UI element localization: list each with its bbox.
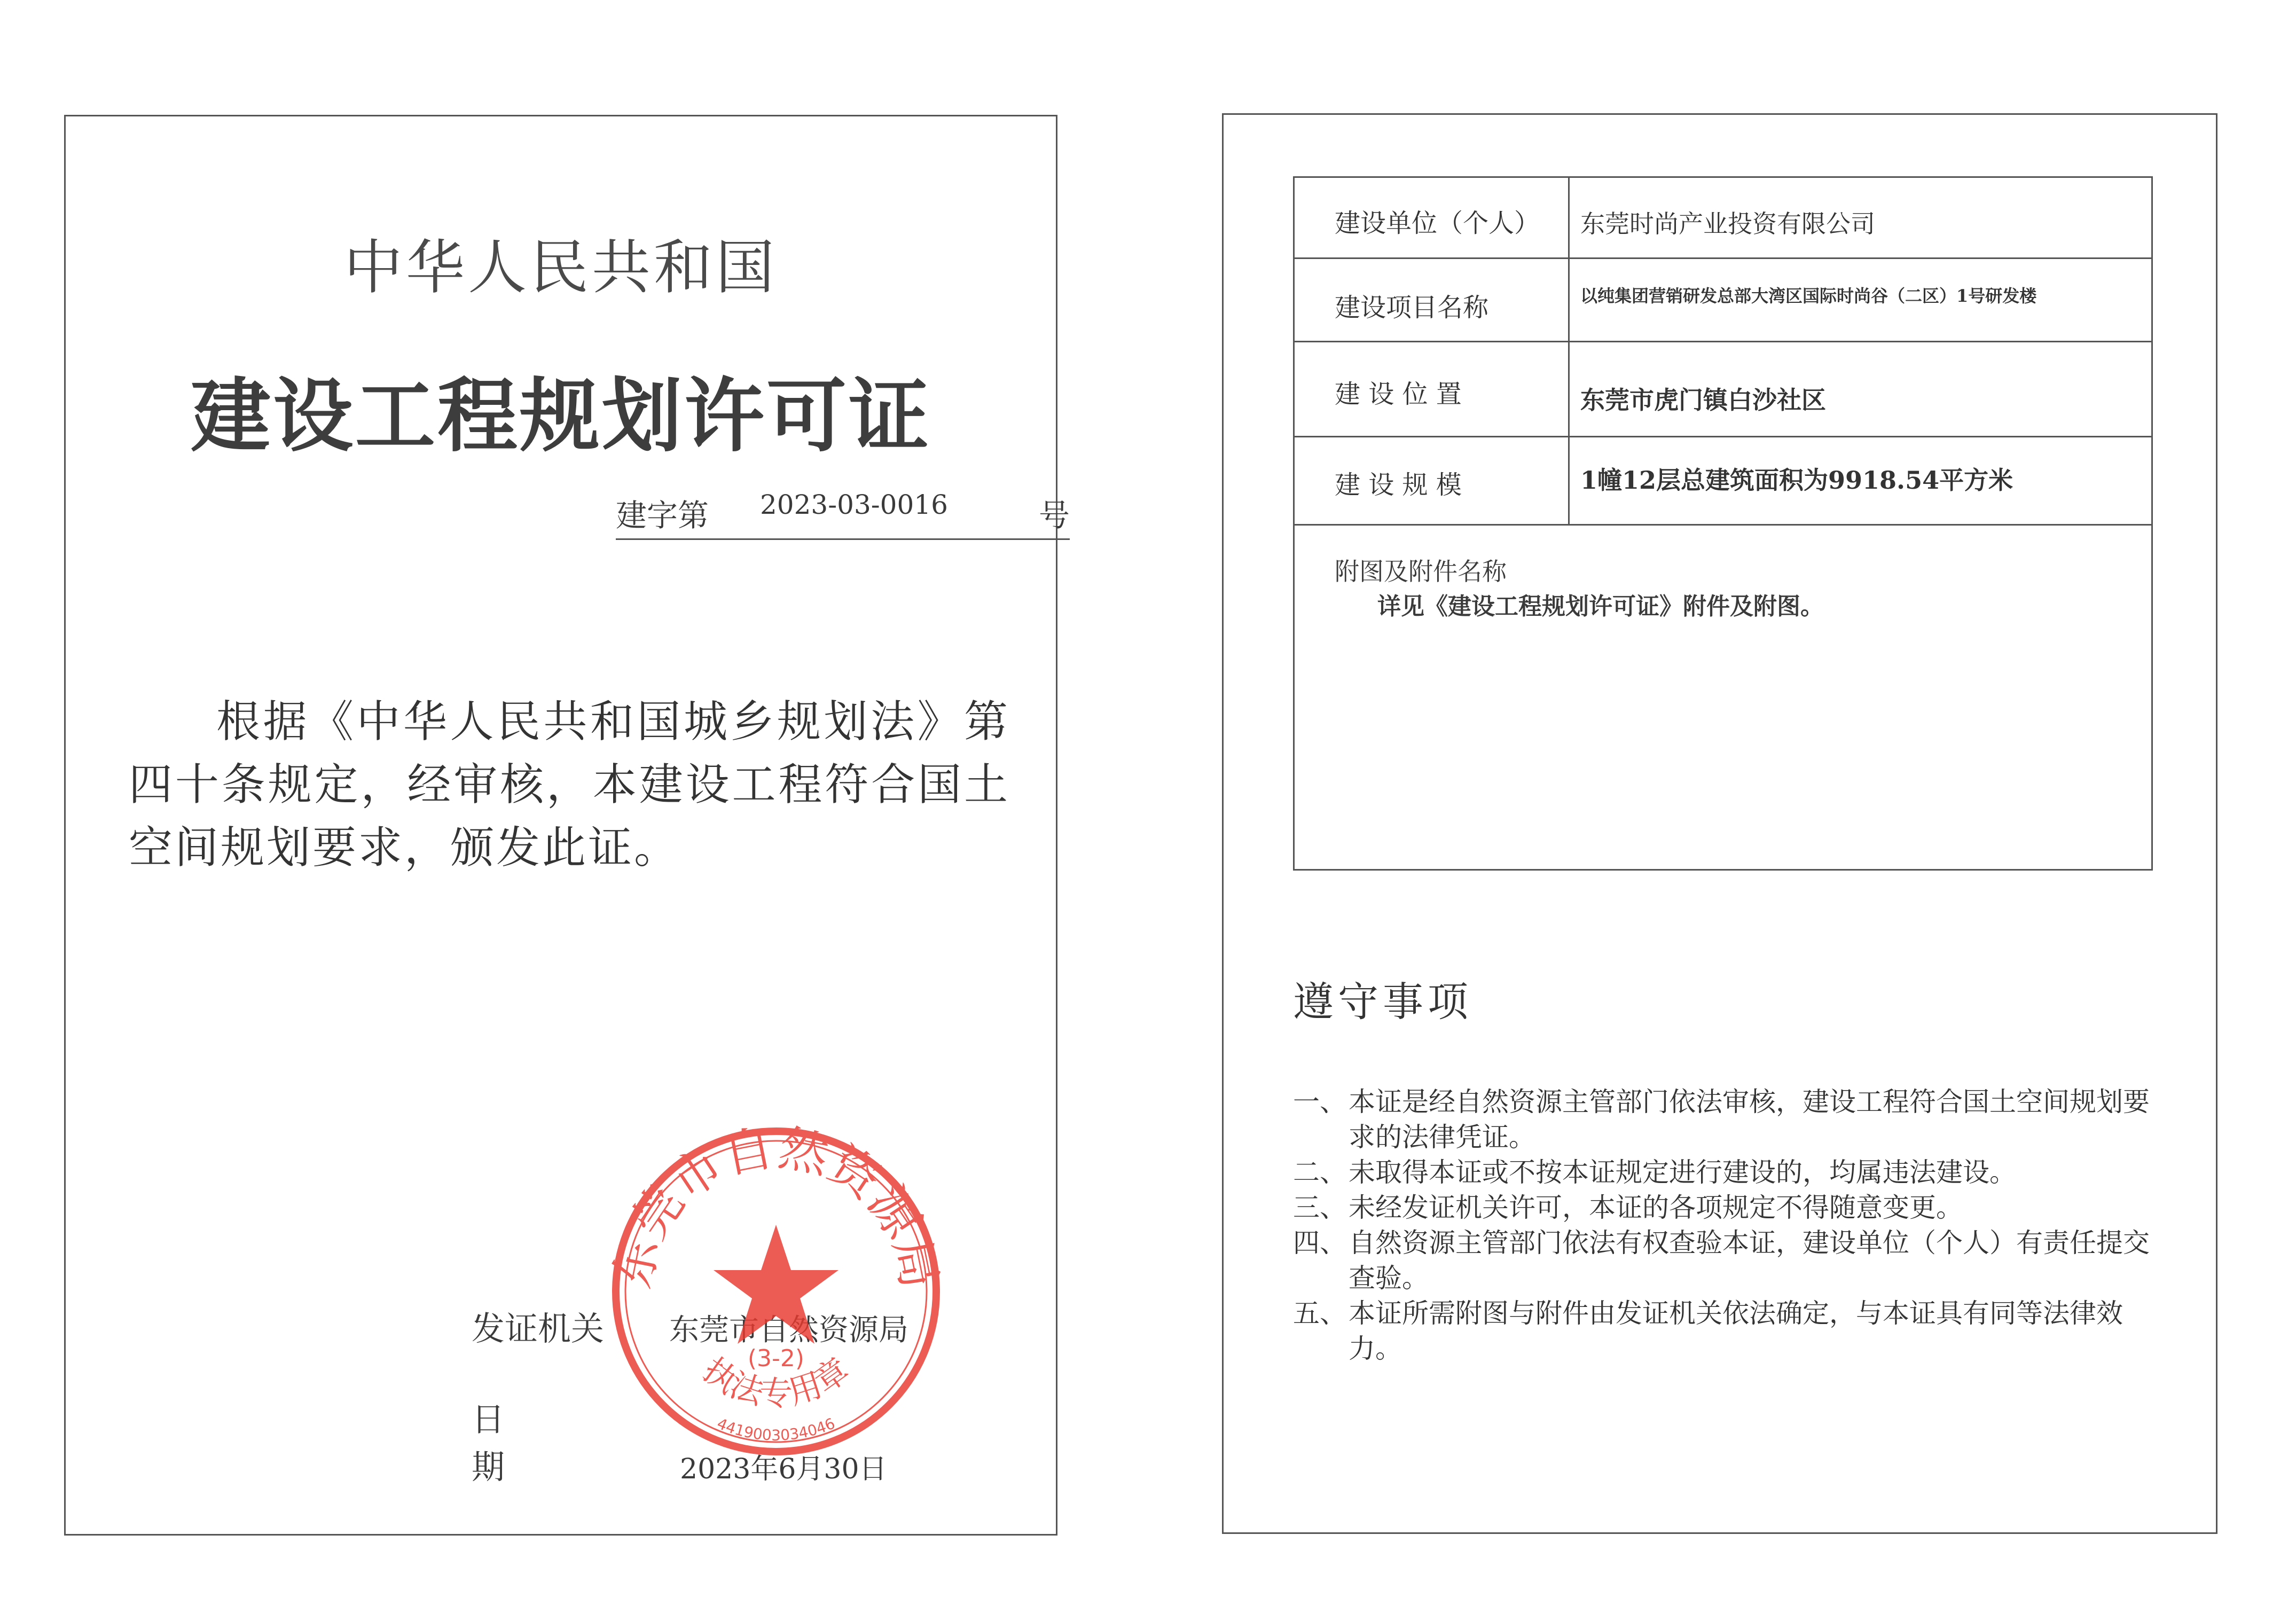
certificate-front-panel	[64, 115, 1070, 1536]
date-label: 日期	[472, 1400, 612, 1486]
attachments-cell	[1295, 526, 2151, 867]
list-item: 五、 本证所需附图与附件由发证机关依法确定，与本证具有同等法律效力。	[1293, 1298, 2123, 1364]
svg-text:东莞市自然资源局: 东莞市自然资源局	[604, 1119, 949, 1293]
scale-label: 建 设 规 模	[1335, 470, 1462, 500]
table-row	[1295, 259, 2151, 342]
table-row	[1295, 178, 2151, 259]
number-prefix: 建字第	[616, 497, 709, 534]
issue-date: 2023年6月30日	[680, 1453, 887, 1485]
location-value: 东莞市虎门镇白沙社区	[1580, 386, 1826, 414]
construction-unit-value: 东莞时尚产业投资有限公司	[1580, 209, 1875, 238]
project-info-table	[1293, 176, 2153, 871]
notes-title: 遵守事项	[1293, 978, 1472, 1025]
list-item: 二、 未取得本证或不按本证规定进行建设的，均属违法建设。	[1293, 1157, 2016, 1188]
certificate-back-panel	[1222, 113, 2217, 1534]
number-suffix: 号	[1038, 497, 1070, 534]
notes-list	[1293, 1084, 2164, 1366]
issuer-label: 发证机关	[472, 1309, 605, 1348]
certificate-number: 2023-03-0016	[760, 489, 948, 520]
location-label: 建 设 位 置	[1335, 379, 1462, 409]
svg-text:(3-2): (3-2)	[747, 1345, 805, 1372]
list-item: 四、 自然资源主管部门依法有权查验本证，建设单位（个人）有责任提交查验。	[1293, 1227, 2150, 1294]
attachments-value: 详见《建设工程规划许可证》附件及附图。	[1377, 593, 1824, 620]
table-row	[1295, 437, 2151, 526]
svg-text:4419003034046: 4419003034046	[714, 1414, 838, 1444]
list-item: 三、 未经发证机关许可，本证的各项规定不得随意变更。	[1293, 1192, 1963, 1223]
construction-unit-label: 建设单位（个人）	[1335, 208, 1540, 238]
issuer-name: 东莞市自然资源局	[669, 1313, 908, 1348]
attachments-label: 附图及附件名称	[1335, 557, 1507, 586]
table-row	[1295, 342, 2151, 437]
project-name-value: 以纯集团营销研发总部大湾区国际时尚谷（二区）1号研发楼	[1580, 286, 2037, 306]
list-item: 一、 本证是经自然资源主管部门依法审核，建设工程符合国土空间规划要求的法律凭证。	[1293, 1086, 2150, 1153]
legal-basis-text: 根据《中华人民共和国城乡规划法》第四十条规定，经审核，本建设工程符合国土空间规划要求，颁发此证。	[129, 696, 1010, 873]
official-seal-icon	[600, 1115, 952, 1468]
certificate-number-line	[616, 480, 1070, 540]
project-name-label: 建设项目名称	[1335, 293, 1489, 323]
certificate-title: 建设工程规划许可证	[190, 369, 931, 463]
scale-value: 1幢12层总建筑面积为9918.54平方米	[1580, 466, 2013, 495]
country-name: 中华人民共和国	[344, 233, 778, 302]
svg-text:执法专用章: 执法专用章	[695, 1350, 857, 1413]
